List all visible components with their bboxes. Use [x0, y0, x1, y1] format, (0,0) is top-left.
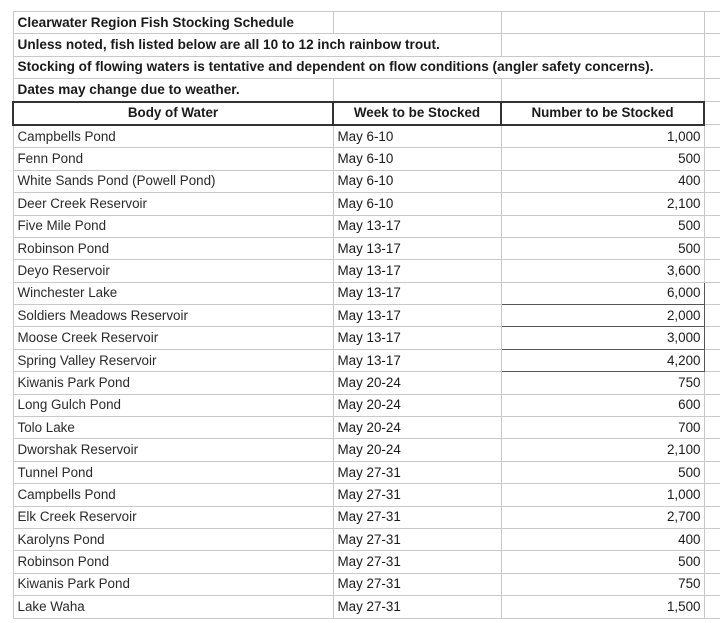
number-cell: 750 — [501, 573, 704, 595]
water-name-cell: Karolyns Pond — [13, 528, 333, 550]
note-row — [13, 79, 720, 102]
water-name-cell: Dworshak Reservoir — [13, 439, 333, 461]
note-row — [13, 34, 720, 56]
number-cell: 400 — [501, 528, 704, 550]
column-header-number: Number to be Stocked — [501, 102, 704, 125]
table-row — [13, 417, 720, 439]
week-cell: May 13-17 — [333, 282, 501, 304]
week-cell: May 27-31 — [333, 573, 501, 595]
week-cell: May 20-24 — [333, 439, 501, 461]
title-row — [13, 12, 720, 34]
number-cell: 2,100 — [501, 439, 704, 461]
number-cell: 2,100 — [501, 193, 704, 215]
table-row — [13, 394, 720, 416]
table-row — [13, 305, 720, 327]
water-name-cell: Moose Creek Reservoir — [13, 327, 333, 349]
water-name-cell: Tolo Lake — [13, 417, 333, 439]
document-title: Clearwater Region Fish Stocking Schedule — [13, 12, 333, 34]
note-trout-size: Unless noted, fish listed below are all 10 to 12 inch rainbow trout. — [13, 34, 501, 56]
stocking-schedule-table — [12, 11, 720, 619]
week-cell: May 20-24 — [333, 394, 501, 416]
number-cell: 3,600 — [501, 260, 704, 282]
column-header-body-of-water: Body of Water — [13, 102, 333, 125]
number-cell: 700 — [501, 417, 704, 439]
number-cell: 1,000 — [501, 125, 704, 148]
water-name-cell: Winchester Lake — [13, 282, 333, 304]
table-row — [13, 551, 720, 573]
number-cell: 600 — [501, 394, 704, 416]
column-header-row — [13, 102, 720, 125]
water-name-cell: Deyo Reservoir — [13, 260, 333, 282]
number-cell: 500 — [501, 237, 704, 259]
week-cell: May 13-17 — [333, 237, 501, 259]
table-row — [13, 237, 720, 259]
table-row — [13, 260, 720, 282]
water-name-cell: Spring Valley Reservoir — [13, 349, 333, 371]
week-cell: May 6-10 — [333, 170, 501, 192]
week-cell: May 6-10 — [333, 148, 501, 170]
number-cell: 1,000 — [501, 484, 704, 506]
water-name-cell: Kiwanis Park Pond — [13, 372, 333, 394]
number-cell: 2,000 — [501, 305, 704, 327]
table-row — [13, 170, 720, 192]
water-name-cell: Elk Creek Reservoir — [13, 506, 333, 528]
table-row — [13, 193, 720, 215]
week-cell: May 27-31 — [333, 506, 501, 528]
week-cell: May 27-31 — [333, 528, 501, 550]
week-cell: May 27-31 — [333, 461, 501, 483]
number-cell: 500 — [501, 461, 704, 483]
week-cell: May 20-24 — [333, 372, 501, 394]
water-name-cell: Fenn Pond — [13, 148, 333, 170]
number-cell: 6,000 — [501, 282, 704, 304]
water-name-cell: Deer Creek Reservoir — [13, 193, 333, 215]
water-name-cell: Robinson Pond — [13, 551, 333, 573]
week-cell: May 6-10 — [333, 125, 501, 148]
table-row — [13, 372, 720, 394]
table-row — [13, 215, 720, 237]
number-cell: 1,500 — [501, 596, 704, 618]
week-cell: May 20-24 — [333, 417, 501, 439]
water-name-cell: Soldiers Meadows Reservoir — [13, 305, 333, 327]
table-row — [13, 461, 720, 483]
water-name-cell: Five Mile Pond — [13, 215, 333, 237]
week-cell: May 13-17 — [333, 260, 501, 282]
note-flowing-waters: Stocking of flowing waters is tentative and dependent on flow conditions (angler safety concerns). — [13, 56, 704, 78]
water-name-cell: Kiwanis Park Pond — [13, 573, 333, 595]
table-row — [13, 596, 720, 618]
number-cell: 3,000 — [501, 327, 704, 349]
table-row — [13, 484, 720, 506]
week-cell: May 27-31 — [333, 551, 501, 573]
table-row — [13, 125, 720, 148]
note-row — [13, 56, 720, 78]
table-row — [13, 349, 720, 371]
number-cell: 500 — [501, 148, 704, 170]
week-cell: May 13-17 — [333, 305, 501, 327]
table-row — [13, 282, 720, 304]
stocking-schedule-sheet — [12, 11, 720, 619]
week-cell: May 13-17 — [333, 327, 501, 349]
note-weather: Dates may change due to weather. — [13, 79, 333, 102]
water-name-cell: Lake Waha — [13, 596, 333, 618]
water-name-cell: Tunnel Pond — [13, 461, 333, 483]
water-name-cell: White Sands Pond (Powell Pond) — [13, 170, 333, 192]
number-cell: 750 — [501, 372, 704, 394]
table-row — [13, 506, 720, 528]
number-cell: 2,700 — [501, 506, 704, 528]
week-cell: May 13-17 — [333, 215, 501, 237]
week-cell: May 6-10 — [333, 193, 501, 215]
number-cell: 400 — [501, 170, 704, 192]
table-row — [13, 528, 720, 550]
week-cell: May 27-31 — [333, 484, 501, 506]
table-row — [13, 148, 720, 170]
number-cell: 500 — [501, 551, 704, 573]
table-row — [13, 327, 720, 349]
table-row — [13, 573, 720, 595]
week-cell: May 27-31 — [333, 596, 501, 618]
table-row — [13, 439, 720, 461]
number-cell: 4,200 — [501, 349, 704, 371]
number-cell: 500 — [501, 215, 704, 237]
water-name-cell: Campbells Pond — [13, 125, 333, 148]
water-name-cell: Robinson Pond — [13, 237, 333, 259]
water-name-cell: Long Gulch Pond — [13, 394, 333, 416]
week-cell: May 13-17 — [333, 349, 501, 371]
water-name-cell: Campbells Pond — [13, 484, 333, 506]
column-header-week: Week to be Stocked — [333, 102, 501, 125]
